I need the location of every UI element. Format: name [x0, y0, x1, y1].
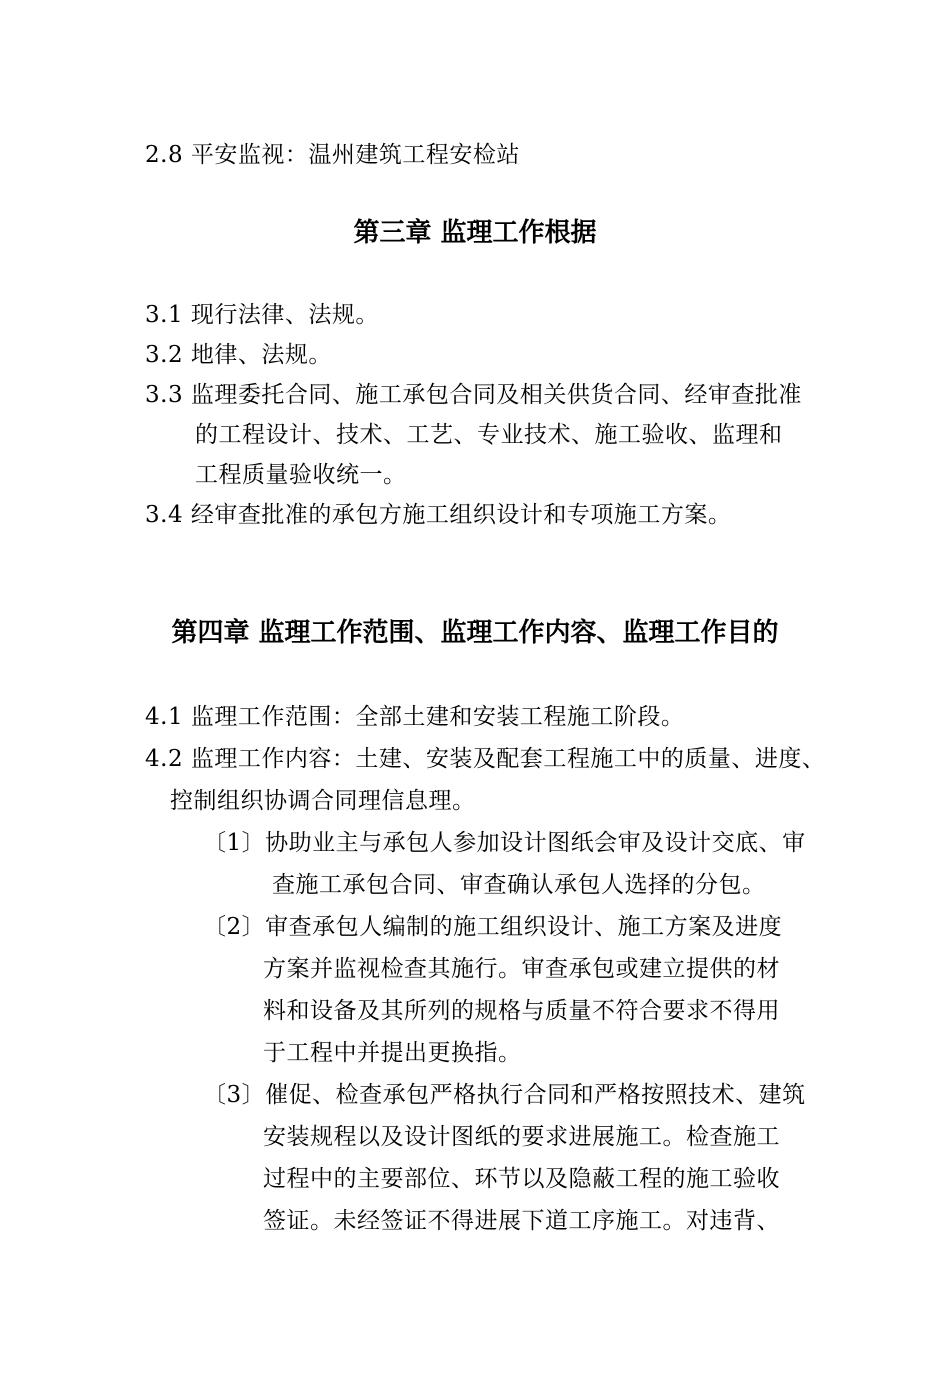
section-2-8-text: 2.8 平安监视：温州建筑工程安检站: [145, 142, 520, 168]
subitem-3-line-4: 签证。未经签证不得进展下道工序施工。对违背、: [263, 1208, 780, 1234]
item-3-4: 3.4 经审查批准的承包方施工组织设计和专项施工方案。: [145, 502, 732, 528]
item-4-1: 4.1 监理工作范围：全部土建和安装工程施工阶段。: [145, 704, 685, 730]
subitem-1-line-1: 〔1〕协助业主与承包人参加设计图纸会审及设计交底、审: [203, 830, 806, 856]
subitem-3-line-1: 〔3〕催促、检查承包严格执行合同和严格按照技术、建筑: [203, 1082, 806, 1108]
chapter-4-title: 第四章 监理工作范围、监理工作内容、监理工作目的: [171, 618, 779, 648]
item-3-2: 3.2 地律、法规。: [145, 342, 332, 368]
subitem-1-line-2: 查施工承包合同、审查确认承包人选择的分包。: [272, 872, 766, 898]
item-3-3-line-2: 的工程设计、技术、工艺、专业技术、施工验收、监理和: [195, 422, 783, 448]
item-3-1: 3.1 现行法律、法规。: [145, 302, 379, 328]
subitem-2-line-4: 于工程中并提出更换指。: [263, 1040, 522, 1066]
subitem-2-line-3: 料和设备及其所列的规格与质量不符合要求不得用: [263, 998, 780, 1024]
item-4-2-line-1: 4.2 监理工作内容：土建、安装及配套工程施工中的质量、进度、: [145, 746, 826, 772]
subitem-3-line-3: 过程中的主要部位、环节以及隐蔽工程的施工验收: [263, 1166, 780, 1192]
subitem-3-line-2: 安装规程以及设计图纸的要求进展施工。检查施工: [263, 1124, 780, 1150]
item-3-3-line-3: 工程质量验收统一。: [195, 462, 407, 488]
subitem-2-line-2: 方案并监视检查其施行。审查承包或建立提供的材: [263, 956, 780, 982]
item-3-3-line-1: 3.3 监理委托合同、施工承包合同及相关供货合同、经审查批准: [145, 382, 802, 408]
item-4-2-line-2: 控制组织协调合同理信息理。: [170, 788, 476, 814]
subitem-2-line-1: 〔2〕审查承包人编制的施工组织设计、施工方案及进度: [203, 914, 783, 940]
chapter-3-title: 第三章 监理工作根据: [353, 218, 597, 248]
